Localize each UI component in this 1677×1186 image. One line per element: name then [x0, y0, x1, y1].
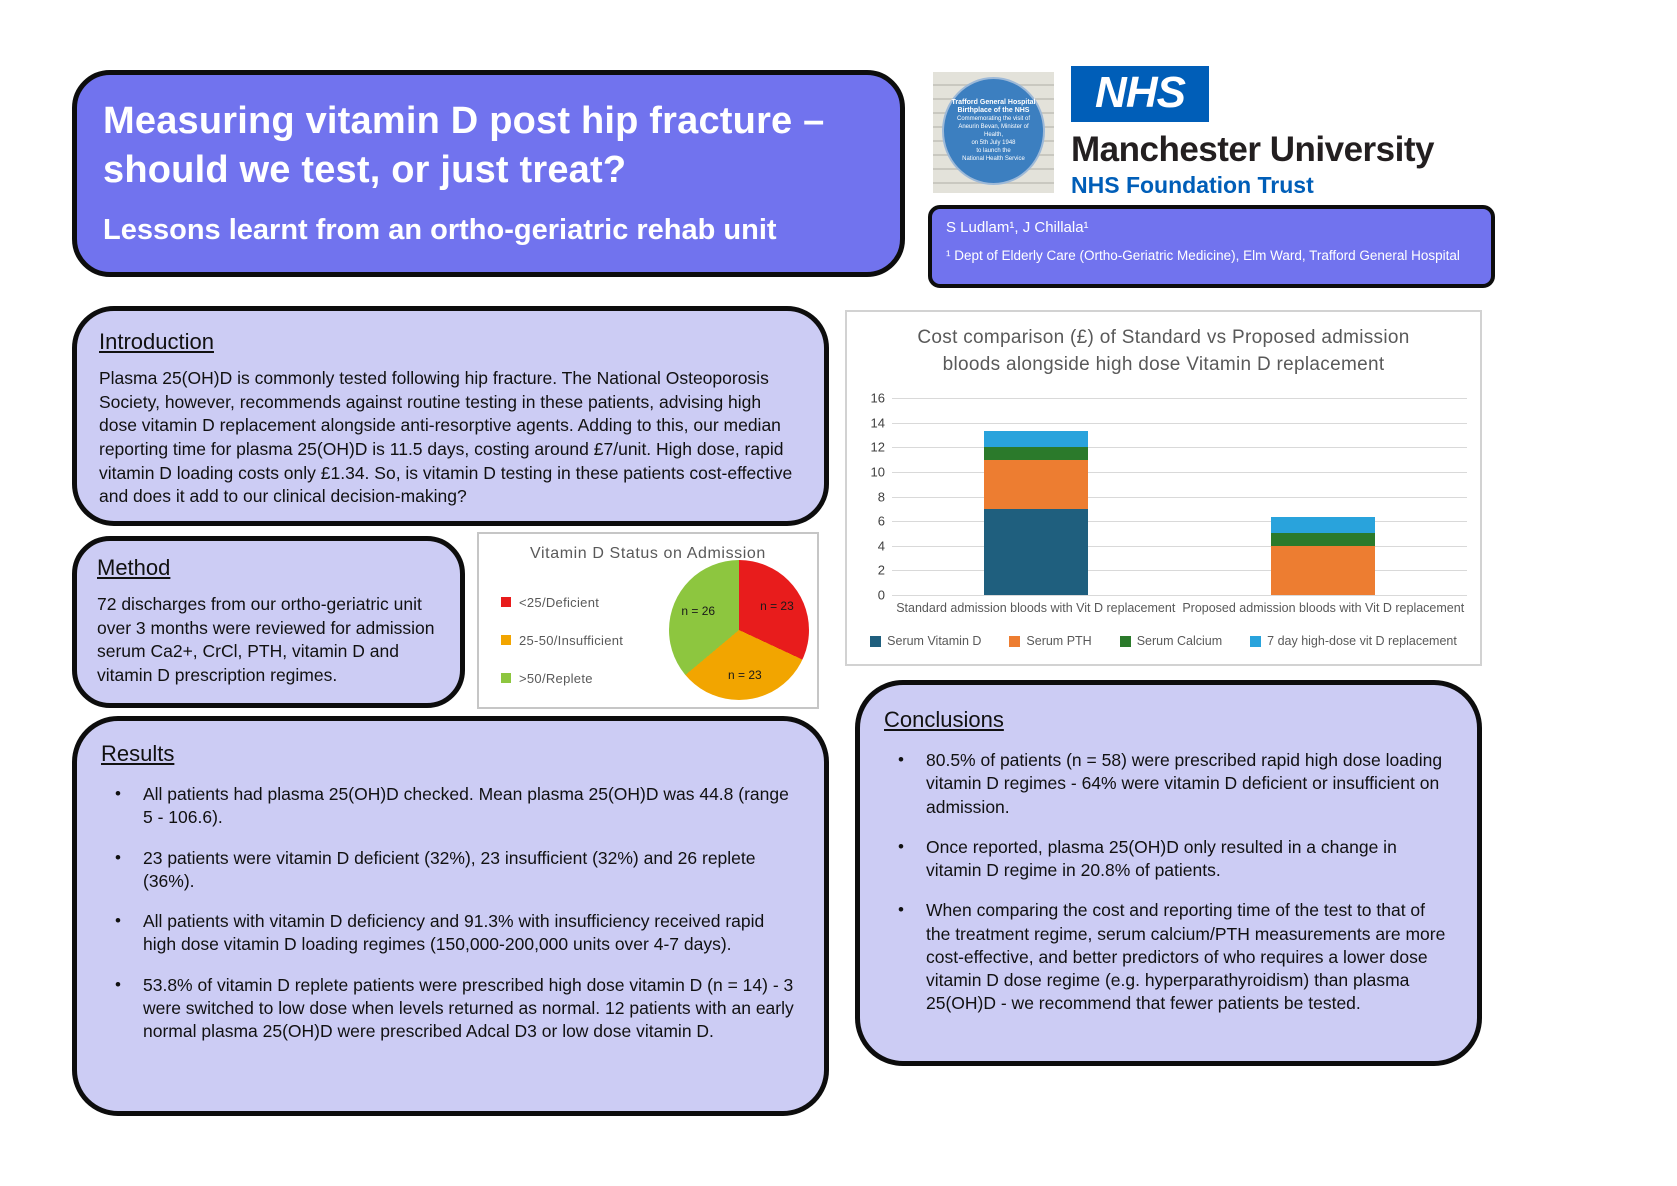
legend-swatch-icon	[501, 635, 511, 645]
gridline	[892, 472, 1467, 473]
bar-chart-plot	[870, 390, 1467, 615]
bar-legend-item	[1120, 634, 1222, 648]
bar-legend-item	[870, 634, 981, 648]
plaque-text: Trafford General Hospital	[951, 99, 1036, 106]
bar-chart-title: Cost comparison (£) of Standard vs Proposed admission bloods alongside high dose Vitamin D replacement	[917, 327, 1410, 375]
pie-data-label: n = 26	[681, 603, 716, 618]
nhs-logo: NHS	[1071, 66, 1209, 122]
gridline	[892, 570, 1467, 571]
gridline	[892, 546, 1467, 547]
bar-segment	[1271, 517, 1375, 533]
y-axis-tick-label: 14	[870, 415, 885, 431]
introduction-section	[72, 306, 829, 526]
gridline	[892, 398, 1467, 399]
gridline	[892, 497, 1467, 498]
results-bullet: • All patients with vitamin D deficiency and 91.3% with insufficiency received rapid high dose vitamin D loading regimes (150,000-200,000 units over 4-7 days).	[101, 910, 796, 957]
trafford-plaque-photo	[933, 72, 1054, 193]
conclusions-bullets	[884, 749, 1451, 1016]
pie-chart	[669, 560, 809, 700]
legend-swatch-icon	[870, 636, 881, 647]
y-axis-tick-label: 16	[870, 390, 885, 406]
trust-name: Manchester University	[1071, 130, 1434, 169]
plaque-text: Commemorating the visit of	[956, 116, 1031, 122]
method-body: 72 discharges from our ortho-geriatric unit over 3 months were reviewed for admission serum Ca2+, CrCl, PTH, vitamin D and vitamin D prescription regimes.	[97, 594, 435, 685]
authors-bar	[928, 205, 1495, 288]
pie-legend-item	[501, 670, 623, 686]
bar-segment	[984, 509, 1088, 595]
bar-legend-label: 7 day high-dose vit D replacement	[1267, 634, 1457, 648]
introduction-body: Plasma 25(OH)D is commonly tested following hip fracture. The National Osteoporosis Society, however, recommends against routine testing in these patients, advising high dose vitamin D replacement alongside anti-resorptive agents. Adding to this, our median reporting time for plasma 25(OH)D is 11.5 days, costing around £7/unit. High dose, rapid vitamin D loading costs only £1.34. So, is vitamin D testing in these patients cost-effective and does it add to our clinical decision-making?	[99, 368, 793, 507]
legend-swatch-icon	[1120, 636, 1131, 647]
cost-comparison-bar-panel	[845, 310, 1482, 666]
results-bullet: • 53.8% of vitamin D replete patients were prescribed high dose vitamin D (n = 14) - 3 were switched to low dose when levels returned as normal. 12 patients with an early normal plasma 25(OH)D were prescribed Adcal D3 or low dose vitamin D.	[101, 974, 796, 1044]
pie-legend-item	[501, 632, 623, 648]
bar-segment	[1271, 546, 1375, 595]
gridline	[892, 595, 1467, 596]
results-bullet: • 23 patients were vitamin D deficient (32%), 23 insufficient (32%) and 26 replete (36%).	[101, 847, 796, 894]
poster-title: Measuring vitamin D post hip fracture – should we test, or just treat?	[103, 100, 825, 191]
bar-legend	[847, 634, 1480, 648]
authors: S Ludlam¹, J Chillala¹	[946, 219, 1089, 236]
conclusions-bullet: • Once reported, plasma 25(OH)D only resulted in a change in vitamin D regime in 20.8% of patients.	[884, 836, 1451, 883]
y-axis-tick-label: 12	[870, 439, 885, 455]
pie-legend	[501, 594, 623, 708]
bar-segment	[984, 431, 1088, 447]
bar-segment	[1271, 533, 1375, 545]
results-section	[72, 716, 829, 1116]
pie-chart-title: Vitamin D Status on Admission	[530, 545, 766, 562]
bar-legend-label: Serum Vitamin D	[887, 634, 982, 648]
conclusions-section	[855, 680, 1482, 1066]
plaque-text: National Health Service	[962, 156, 1025, 162]
plaque-text: on 5th July 1948	[971, 140, 1016, 146]
conclusions-heading: Conclusions	[884, 707, 1004, 732]
y-axis-tick-label: 10	[870, 464, 885, 480]
gridline	[892, 521, 1467, 522]
y-axis-tick-label: 8	[877, 489, 885, 504]
plaque-text: to launch the	[976, 148, 1011, 154]
bar-segment	[984, 460, 1088, 509]
introduction-heading: Introduction	[99, 329, 214, 354]
y-axis-tick-label: 4	[877, 538, 885, 554]
pie-legend-label: 25-50/Insufficient	[519, 632, 624, 648]
legend-swatch-icon	[501, 673, 511, 683]
bar-legend-item	[1009, 634, 1091, 648]
results-bullets	[101, 783, 796, 1043]
bar-legend-label: Serum PTH	[1026, 634, 1092, 648]
method-heading: Method	[97, 555, 171, 580]
bar-segment	[984, 447, 1088, 459]
pie-legend-item	[501, 594, 623, 610]
y-axis-tick-label: 2	[877, 562, 885, 578]
pie-data-label: n = 23	[760, 598, 794, 613]
plaque-text: Aneurin Bevan, Minister of Health,	[958, 124, 1029, 138]
results-heading: Results	[101, 741, 175, 766]
legend-swatch-icon	[501, 597, 511, 607]
legend-swatch-icon	[1250, 636, 1261, 647]
legend-swatch-icon	[1009, 636, 1020, 647]
y-axis-tick-label: 6	[877, 513, 885, 529]
conclusions-bullet: • 80.5% of patients (n = 58) were prescribed rapid high dose loading vitamin D regimes - 64% were vitamin D deficient or insufficient on admission.	[884, 749, 1451, 819]
y-axis-tick-label: 0	[877, 587, 885, 603]
x-axis-category-label: Proposed admission bloods with Vit D replacement	[1182, 601, 1465, 615]
bar-legend-label: Serum Calcium	[1136, 634, 1223, 648]
affiliation: ¹ Dept of Elderly Care (Ortho-Geriatric Medicine), Elm Ward, Trafford General Hospital	[946, 248, 1460, 263]
gridline	[892, 447, 1467, 448]
conclusions-bullet: • When comparing the cost and reporting time of the test to that of the treatment regime, serum calcium/PTH measurements are more cost-effective, and better predictors of who requires a lower dose vitamin D dose regime (e.g. hyperparathyroidism) than plasma 25(OH)D - we recommend that fewer patients be tested.	[884, 899, 1451, 1015]
pie-legend-label: >50/Replete	[519, 670, 593, 686]
method-section	[72, 536, 465, 708]
nhs-branding	[1071, 66, 1491, 199]
plaque-text: Birthplace of the NHS	[957, 107, 1030, 114]
trust-subtitle: NHS Foundation Trust	[1071, 172, 1314, 198]
pie-data-label: n = 23	[728, 667, 762, 682]
poster-subtitle: Lessons learnt from an ortho-geriatric rehab unit	[103, 214, 777, 247]
x-axis-category-label: Standard admission bloods with Vit D replacement	[896, 601, 1176, 615]
blue-plaque	[942, 77, 1045, 185]
results-bullet: • All patients had plasma 25(OH)D checked. Mean plasma 25(OH)D was 44.8 (range 5 - 106.6).	[101, 783, 796, 830]
pie-legend-label: <25/Deficient	[519, 594, 600, 610]
title-box	[72, 70, 905, 277]
gridline	[892, 423, 1467, 424]
vitamin-d-status-pie-panel	[477, 532, 819, 709]
bar-legend-item	[1250, 634, 1457, 648]
